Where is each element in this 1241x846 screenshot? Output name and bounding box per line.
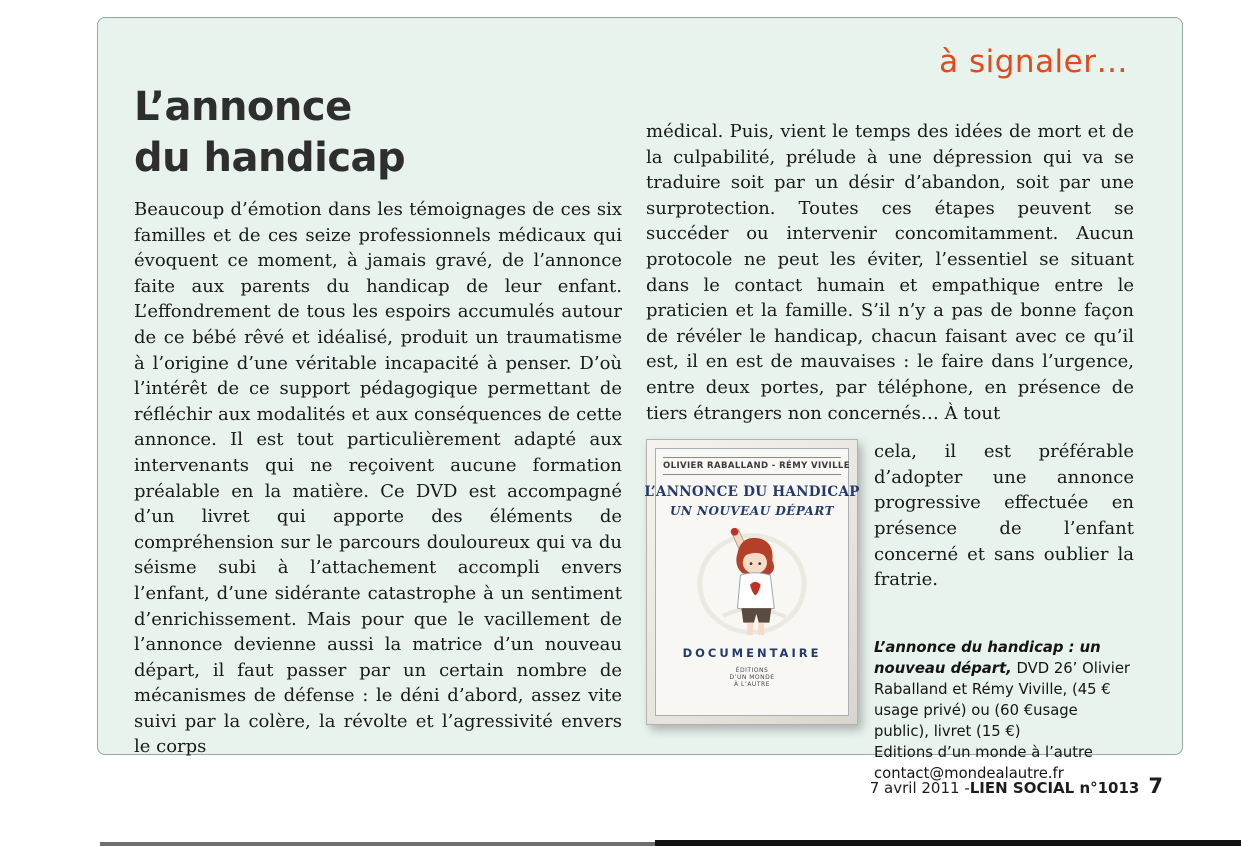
caption-publisher: Editions d’un monde à l’autre [874, 743, 1093, 761]
caption-details: DVD 26’ Olivier Raballand et Rémy Viville, (45 € usage privé) ou (60 €usage public), livret (15 €) [874, 659, 1131, 740]
dvd-cover [646, 439, 858, 725]
dvd-genre-label: DOCUMENTAIRE [682, 646, 822, 661]
article-column-right [646, 119, 1134, 784]
dvd-section [646, 439, 1134, 784]
scan-artifact-strip-left [100, 842, 655, 846]
page-footer [870, 774, 1163, 798]
article-title-line2: du handicap [134, 135, 406, 181]
article-panel [97, 17, 1183, 782]
dvd-title: L’ANNONCE DU HANDICAP [644, 484, 860, 501]
footer-journal: LIEN SOCIAL n°1013 [969, 779, 1140, 797]
dvd-side-column [874, 439, 1134, 784]
dvd-publisher-line1: ÉDITIONS [735, 667, 769, 675]
article-title [134, 82, 405, 184]
caption-title: L’annonce du handicap : un nouveau départ, [874, 638, 1101, 677]
section-label: à signaler… [939, 44, 1128, 80]
article-title-line1: L’annonce [134, 84, 352, 130]
dvd-publisher-logo [729, 667, 774, 688]
footer-page-number: 7 [1148, 774, 1163, 798]
dvd-caption [874, 637, 1134, 784]
footer-date: 7 avril 2011 - [869, 779, 970, 797]
scan-artifact-strip-right [655, 840, 1241, 846]
article-text-column-left: Beaucoup d’émotion dans les témoignages de ces six familles et de ces seize professionnels médicaux qui évoquent ce moment, à jamais gravé, de l’annonce faite aux parents du handicap de leur enfant. L’effondrement de tous les espoirs accumulés autour de ce bébé rêvé et idéalisé, produit un traumatisme à l’origine d’une véritable incapacité à penser. D’où l’intérêt de ce support pédagogique permettant de réfléchir aux modalités et aux conséquences de cette annonce. Il est tout particulièrement adapté aux intervenants qui ne reçoivent aucune formation préalable en la matière. Ce DVD est accompagné d’un livret qui apporte des éléments de compréhension sur le parcours douloureux qui va du séisme subi à l’attachement accompli envers l’enfant, d’une sidérante catastrophe à un sentiment d’enrichissement. Mais pour que le vacillement de l’annonce devienne aussi la matrice d’un nouveau départ, il faut passer par un certain nombre de mécanismes de défense : le déni d’abord, assez vite suivi par la colère, la révolte et l’agressivité envers le corps [134, 199, 622, 758]
dvd-cover-inner [644, 448, 860, 716]
dvd-publisher-line2: D’UN MONDE [729, 674, 775, 682]
article-text-column-right: médical. Puis, vient le temps des idées de mort et de la culpabilité, prélude à une dépression qui va se traduire soit par un désir d’abandon, soit par une surprotection. Toutes ces étapes peuvent se succéder ou intervenir concomitamment. Aucun protocole ne peut les éviter, l’essentiel se situant dans le contact humain et empathique entre le praticien et la famille. S’il n’y a pas de bonne façon de révéler le handicap, chacun faisant avec ce qu’il est, il en est de mauvaises : le faire dans l’urgence, entre deux portes, par téléphone, en présence de tiers étrangers non concernés… À tout [646, 121, 1134, 424]
dvd-subtitle: UN NOUVEAU DÉPART [669, 504, 835, 519]
dvd-publisher-line3: À L’AUTRE [734, 681, 770, 689]
dvd-illustration-girl-icon [691, 524, 813, 640]
caption-email: contact@mondealautre.fr [874, 764, 1064, 782]
dvd-authors: OLIVIER RABALLAND - RÉMY VIVILLE [663, 457, 841, 475]
article-text-wrap: cela, il est préférable d’adopter une annonce progressive effectuée en présence de l’enfant concerné et sans oublier la fratrie. [874, 441, 1134, 591]
